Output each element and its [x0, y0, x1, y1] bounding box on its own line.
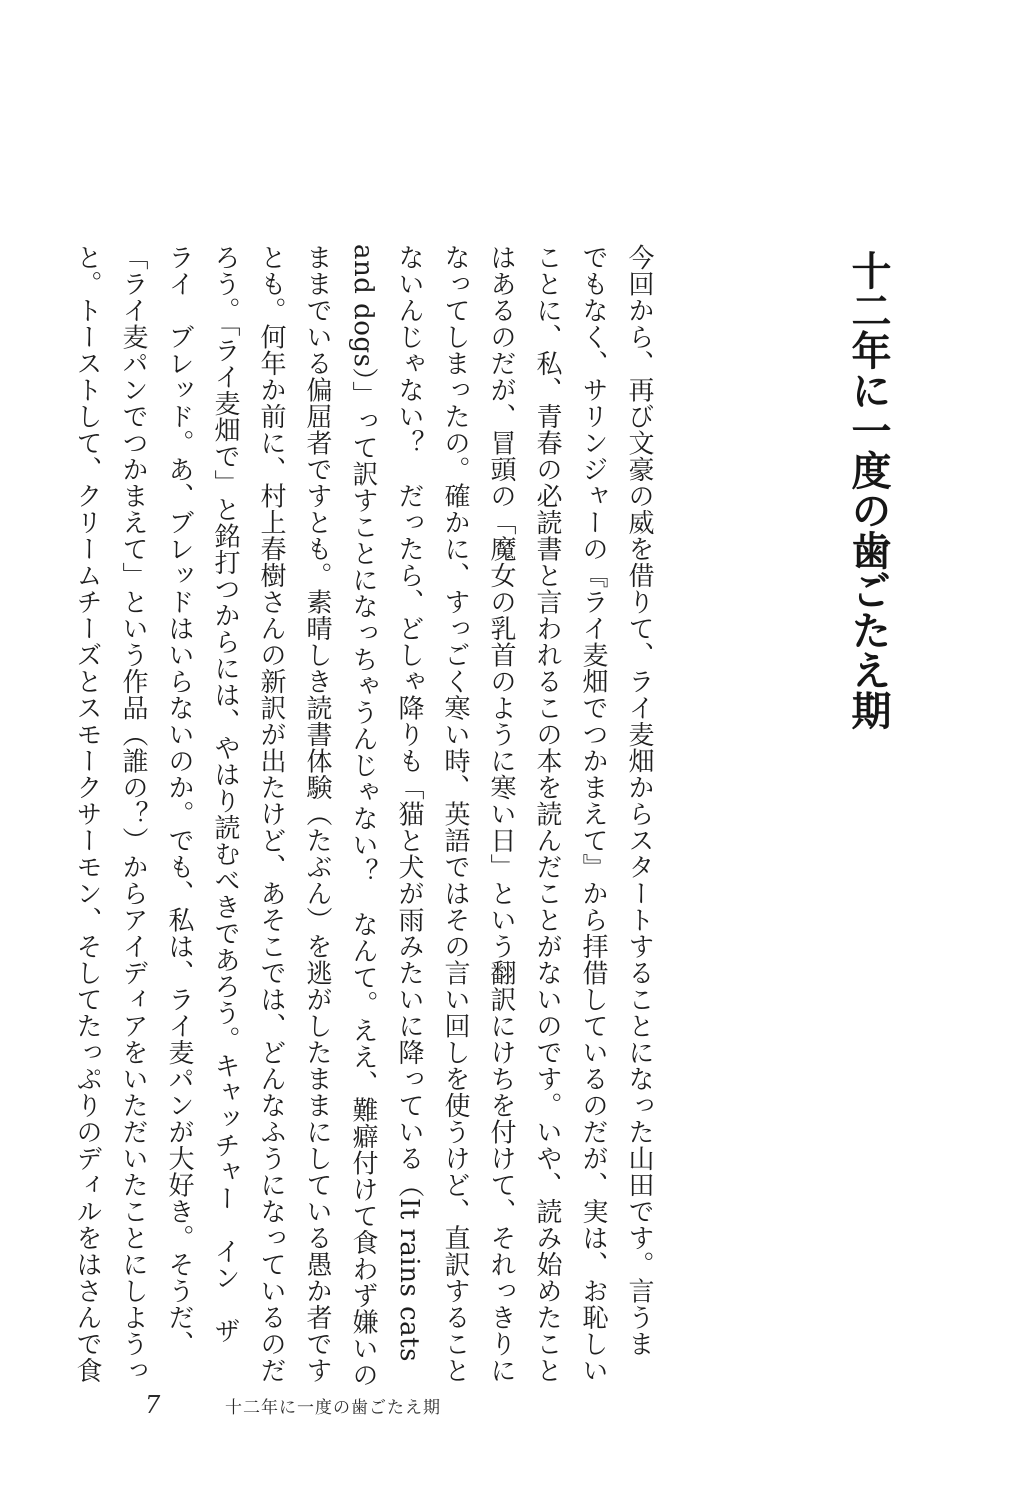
text-column: ライ ブレッド。あ、ブレッドはいらないのか。でも、私は、ライ麦パンが大好き。そうだ、	[164, 244, 194, 1357]
text-column: ままでいる偏屈者ですとも。素晴しき読書体験（たぶん）を逃がしたままにしている愚か者です	[302, 244, 332, 1384]
text-column: とも。何年か前に、村上春樹さんの新訳が出たけど、あそこでは、どんなふうになっているのだ	[256, 244, 286, 1384]
text-column: 「ライ麦パンでつかまえて」という作品（誰の？）からアイディアをいただいたことにしようっ	[118, 244, 148, 1384]
running-head: 十二年に一度の歯ごたえ期	[225, 1397, 441, 1418]
text-column: 今回から、再び文豪の威を借りて、ライ麦畑からスタートすることになった山田です。言うま	[624, 244, 654, 1357]
page-number: 7	[145, 1391, 161, 1419]
text-column: でもなく、サリンジャーの『ライ麦畑でつかまえて』から拝借しているのだが、実は、お恥しい	[578, 244, 608, 1384]
body-text	[72, 244, 662, 1388]
page-footer	[145, 1385, 441, 1425]
text-column: ろう。「ライ麦畑で」と銘打つからには、やはり読むべきであろう。キャッチャー イン ザ	[210, 244, 240, 1344]
text-column: と。トーストして、クリームチーズとスモークサーモン、そしてたっぷりのディルをはさんで食	[72, 244, 102, 1384]
text-column: ないんじゃない？ だったら、どしゃ降りも「猫と犬が雨みたいに降っている（It rains cats	[394, 244, 424, 1362]
text-column: はあるのだが、冒頭の「魔女の乳首のように寒い日」という翻訳にけちを付けて、それっきりに	[486, 244, 516, 1384]
chapter-title: 十二年に一度の歯ごたえ期	[845, 250, 891, 730]
text-column: ことに、私、青春の必読書と言われるこの本を読んだことがないのです。いや、読み始めたこと	[532, 244, 562, 1384]
text-column: and dogs）」って訳すことになっちゃうんじゃない？ なんて。ええ、難癖付けて食わず嫌いの	[348, 244, 378, 1388]
text-column: なってしまったの。確かに、すっごく寒い時、英語ではその言い回しを使うけど、直訳すること	[440, 244, 470, 1384]
